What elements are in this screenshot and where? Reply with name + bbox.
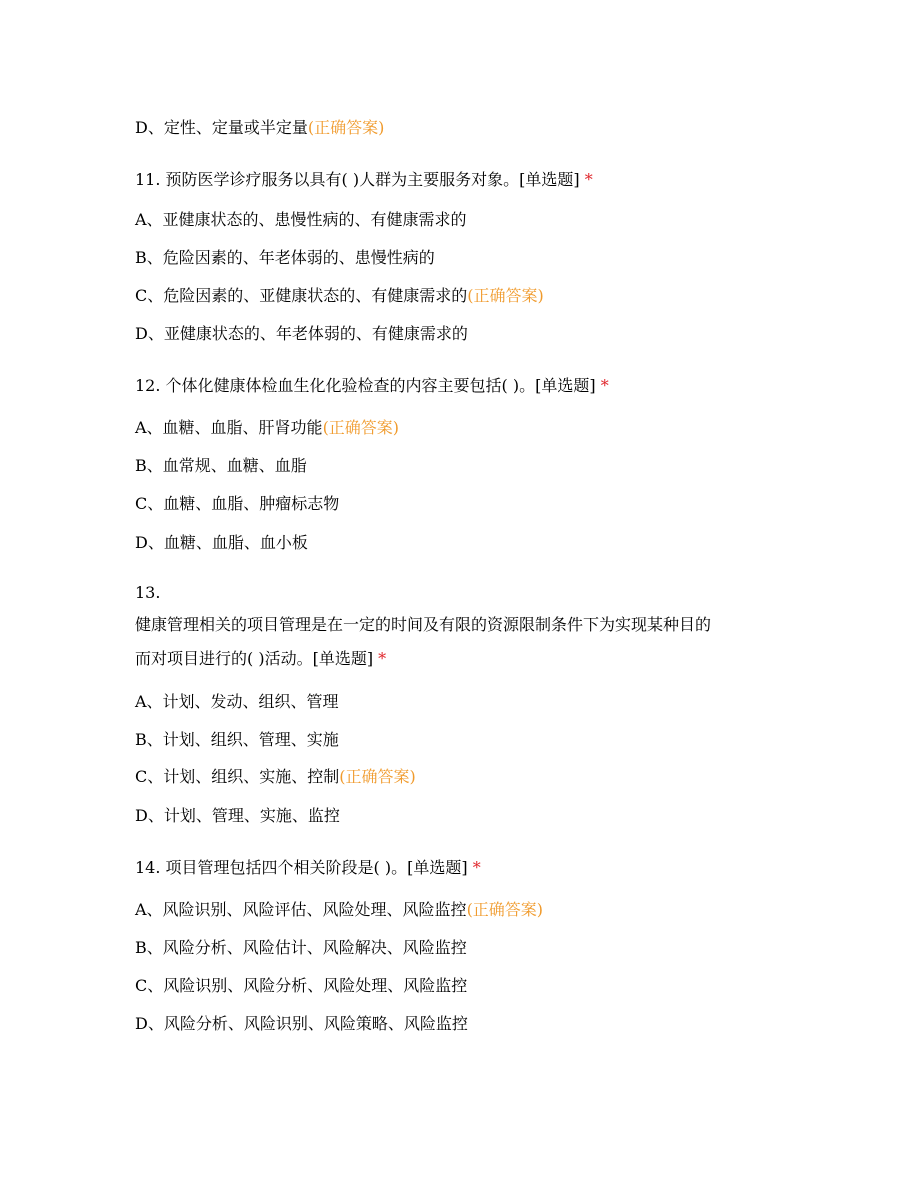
q13-question-line1: 健康管理相关的项目管理是在一定的时间及有限的资源限制条件下为实现某种目的: [135, 615, 712, 634]
question-text: 12. 个体化健康体检血生化化验检查的内容主要包括( )。[单选题]: [135, 376, 596, 395]
q12-option-d: [135, 532, 308, 554]
option-text: B、计划、组织、管理、实施: [135, 730, 339, 749]
option-text: A、血糖、血脂、肝肾功能: [135, 418, 323, 437]
option-text: D、亚健康状态的、年老体弱的、有健康需求的: [135, 324, 468, 343]
q12-question: [135, 375, 609, 397]
option-text: A、亚健康状态的、患慢性病的、有健康需求的: [135, 210, 467, 229]
correct-answer-tag: (正确答案): [339, 767, 416, 786]
option-text: D、定性、定量或半定量: [135, 118, 308, 137]
required-mark: *: [600, 376, 609, 395]
option-text: B、风险分析、风险估计、风险解决、风险监控: [135, 938, 467, 957]
correct-answer-tag: (正确答案): [466, 900, 544, 919]
required-mark: *: [584, 170, 593, 189]
correct-answer-tag: (正确答案): [467, 286, 544, 305]
q11-option-b: [135, 247, 435, 269]
question-text: 14. 项目管理包括四个相关阶段是( )。[单选题]: [135, 858, 468, 877]
correct-answer-tag: (正确答案): [322, 418, 400, 437]
option-text: B、危险因素的、年老体弱的、患慢性病的: [135, 248, 435, 267]
q13-option-b: [135, 729, 339, 751]
option-text: D、血糖、血脂、血小板: [135, 533, 308, 552]
q11-option-a: [135, 209, 467, 231]
q13-option-c: [135, 766, 416, 788]
option-text: C、计划、组织、实施、控制: [135, 767, 340, 786]
correct-answer-tag: (正确答案): [307, 118, 385, 137]
option-text: A、风险识别、风险评估、风险处理、风险监控: [135, 900, 467, 919]
q14-option-c: [135, 975, 467, 997]
q14-option-b: [135, 937, 467, 959]
q14-option-d: [135, 1013, 468, 1035]
option-text: C、血糖、血脂、肿瘤标志物: [135, 494, 340, 513]
q11-option-c: [135, 285, 544, 307]
required-mark: *: [472, 858, 481, 877]
q13-option-d: [135, 805, 340, 827]
q12-option-b: [135, 455, 307, 477]
q14-option-a: [135, 899, 543, 921]
option-text: D、风险分析、风险识别、风险策略、风险监控: [135, 1014, 468, 1033]
q13-option-a: [135, 691, 339, 713]
q13-number: 13.: [135, 583, 161, 602]
option-text: B、血常规、血糖、血脂: [135, 456, 307, 475]
q11-option-d: [135, 323, 468, 345]
prev-option-d: [135, 117, 384, 139]
question-text: 而对项目进行的( )活动。[单选题]: [135, 649, 374, 668]
option-text: C、风险识别、风险分析、风险处理、风险监控: [135, 976, 468, 995]
q12-option-c: [135, 493, 339, 515]
q13-question-line2: [135, 648, 386, 670]
q12-option-a: [135, 417, 399, 439]
required-mark: *: [378, 649, 387, 668]
question-text: 11. 预防医学诊疗服务以具有( )人群为主要服务对象。[单选题]: [135, 170, 580, 189]
q11-question: [135, 169, 593, 191]
option-text: C、危险因素的、亚健康状态的、有健康需求的: [135, 286, 468, 305]
q14-question: [135, 857, 481, 879]
option-text: D、计划、管理、实施、监控: [135, 806, 340, 825]
option-text: A、计划、发动、组织、管理: [135, 692, 339, 711]
